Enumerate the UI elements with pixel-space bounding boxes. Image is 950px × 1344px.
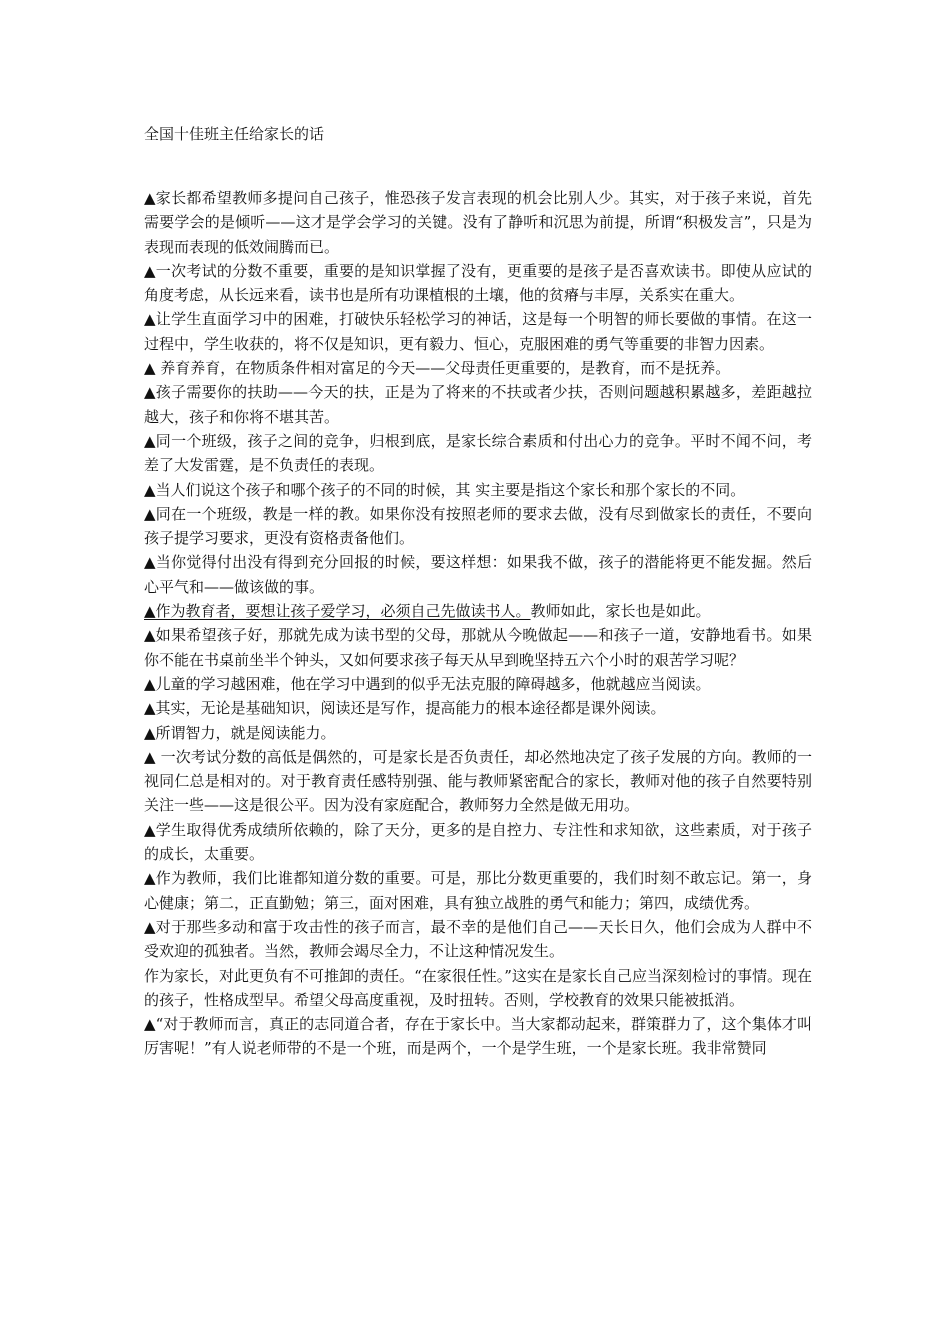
paragraph: ▲同一个班级，孩子之间的竞争，归根到底，是家长综合素质和付出心力的竞争。平时不闻不问，考差了大发雷霆，是不负责任的表现。 <box>144 431 812 475</box>
paragraph: ▲如果希望孩子好，那就先成为读书型的父母，那就从今晚做起——和孩子一道，安静地看书。如果你不能在书桌前坐半个钟头，又如何要求孩子每天从早到晚坚持五六个小时的艰苦学习呢？ <box>144 626 812 669</box>
paragraph: ▲让学生直面学习中的困难，打破快乐轻松学习的神话，这是每一个明智的师长要做的事情。在这一过程中，学生收获的，将不仅是知识，更有毅力、恒心，克服困难的勇气等重要的非智力因素。 <box>144 310 812 353</box>
paragraph: ▲同在一个班级，教是一样的教。如果你没有按照老师的要求去做，没有尽到做家长的责任，不要向孩子提学习要求，更没有资格责备他们。 <box>144 504 812 548</box>
underlined-sentence: ▲作为教育者，要想让孩子爱学习，必须自己先做读书人。 <box>144 602 531 621</box>
paragraph: ▲ 养育养育，在物质条件相对富足的今天——父母责任更重要的，是教育，而不是抚养。 <box>144 359 731 378</box>
paragraph-rest: 教师如此，家长也是如此。 <box>530 602 711 621</box>
paragraph: ▲一次考试的分数不重要，重要的是知识掌握了没有，更重要的是孩子是否喜欢读书。即使从应试的角度考虑，从长远来看，读书也是所有功课植根的土壤，他的贫瘠与丰厚，关系实在重大。 <box>144 261 812 305</box>
paragraph: 作为家长，对此更负有不可推卸的责任。“在家很任性。”这实在是家长自己应当深刻检讨的事情。现在的孩子，性格成型早。希望父母高度重视，及时扭转。否则，学校教育的效果只能被抵消。 <box>144 966 812 1009</box>
paragraph: ▲其实，无论是基础知识，阅读还是写作，提高能力的根本途径都是课外阅读。 <box>144 699 666 718</box>
paragraph: ▲学生取得优秀成绩所依赖的，除了天分，更多的是自控力、专注性和求知欲，这些素质，对于孩子的成长，太重要。 <box>144 820 812 864</box>
paragraph: ▲作为教师，我们比谁都知道分数的重要。可是，那比分数更重要的，我们时刻不敢忘记。第一，身心健康；第二，正直勤勉；第三，面对困难，具有独立战胜的勇气和能力；第四，成绩优秀。 <box>144 869 812 912</box>
paragraph-underlined <box>144 599 812 623</box>
paragraph: ▲对于那些多动和富于攻击性的孩子而言，最不幸的是他们自己——天长日久，他们会成为人群中不受欢迎的孤独者。当然，教师会竭尽全力，不让这种情况发生。 <box>144 917 812 961</box>
paragraph: ▲当人们说这个孩子和哪个孩子的不同的时候，其 实主要是指这个家长和那个家长的不同。 <box>144 480 746 499</box>
document-title: 全国十佳班主任给家长的话 <box>144 125 325 143</box>
paragraph: ▲家长都希望教师多提问自己孩子，惟恐孩子发言表现的机会比别人少。其实，对于孩子来说，首先需要学会的是倾听——这才是学会学习的关键。没有了静听和沉思为前提，所谓“积极发言”，只是为表现而表现的低效闹腾而已。 <box>144 189 812 256</box>
paragraph: ▲ 一次考试分数的高低是偶然的，可是家长是否负责任，却必然地决定了孩子发展的方向。教师的一视同仁总是相对的。对于教育责任感特别强、能与教师紧密配合的家长，教师对他的孩子自然要特别关注一些——这是很公平。因为没有家庭配合，教师努力全然是做无用功。 <box>144 747 812 815</box>
paragraph: ▲所谓智力，就是阅读能力。 <box>144 723 336 742</box>
paragraph: ▲“对于教师而言，真正的志同道合者，存在于家长中。当大家都动起来，群策群力了，这个集体才叫厉害呢！”有人说老师带的不是一个班，而是两个，一个是学生班，一个是家长班。我非常赞同 <box>144 1015 812 1058</box>
paragraph: ▲当你觉得付出没有得到充分回报的时候，要这样想：如果我不做，孩子的潜能将更不能发掘。然后心平气和——做该做的事。 <box>144 553 812 596</box>
paragraph: ▲孩子需要你的扶助——今天的扶，正是为了将来的不扶或者少扶，否则问题越积累越多，差距越拉越大，孩子和你将不堪其苦。 <box>144 383 812 426</box>
document-page <box>144 122 812 1061</box>
paragraph: ▲儿童的学习越困难，他在学习中遇到的似乎无法克服的障碍越多，他就越应当阅读。 <box>144 674 711 693</box>
